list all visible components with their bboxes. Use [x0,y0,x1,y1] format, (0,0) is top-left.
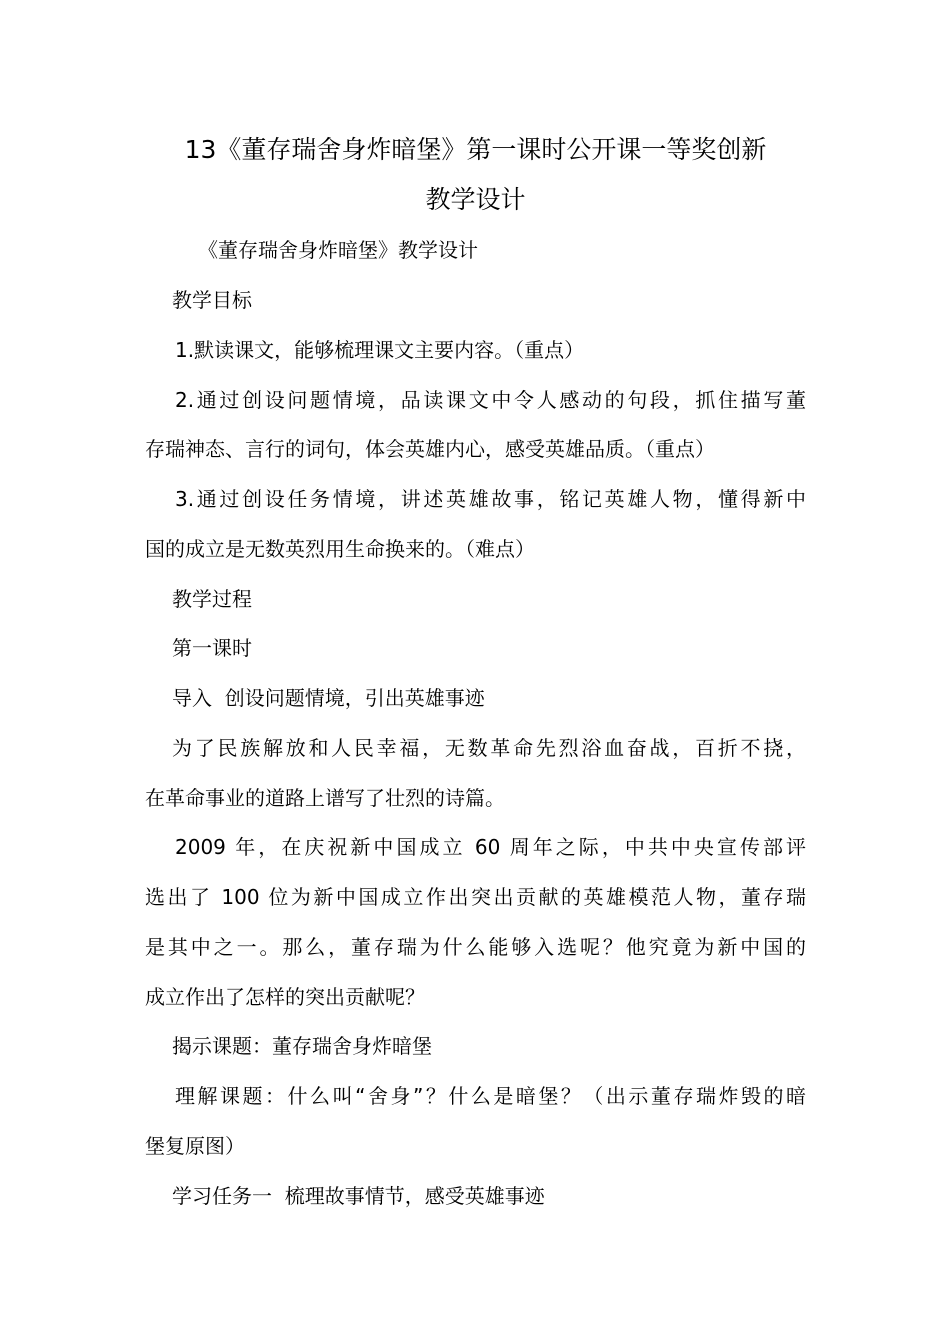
paragraph-2-line-2: 选出了 100 位为新中国成立作出突出贡献的英雄模范人物，董存瑞 [145,885,806,909]
objective-item-2-line-2: 存瑞神态、言行的词句，体会英雄内心，感受英雄品质。（重点） [145,437,715,461]
document-title-line-2: 教学设计 [425,185,526,214]
paragraph-2-line-1: 2009 年，在庆祝新中国成立 60 周年之际，中共中央宣传部评 [175,835,806,859]
process-heading: 教学过程 [172,587,252,611]
task-1-heading: 学习任务一 梳理故事情节，感受英雄事迹 [172,1184,545,1208]
paragraph-1-line-2: 在革命事业的道路上谱写了壮烈的诗篇。 [145,786,505,810]
document-title-line-1: 13《董存瑞舍身炸暗堡》第一课时公开课一等奖创新 [184,135,767,164]
objective-item-2-line-1: 2.通过创设问题情境，品读课文中令人感动的句段，抓住描写董 [175,388,806,412]
objective-item-3-line-1: 3.通过创设任务情境，讲述英雄故事，铭记英雄人物，懂得新中 [175,487,806,511]
paragraph-2-line-4: 成立作出了怎样的突出贡献呢？ [145,985,425,1009]
intro-heading: 导入 创设问题情境，引出英雄事迹 [172,686,485,710]
objective-item-3-line-2: 国的成立是无数英烈用生命换来的。（难点） [145,537,535,561]
objective-item-1: 1.默读课文，能够梳理课文主要内容。（重点） [175,338,585,362]
understand-topic-line-1: 理解课题：什么叫“舍身”？什么是暗堡？（出示董存瑞炸毁的暗 [175,1084,806,1108]
paragraph-2-line-3: 是其中之一。那么，董存瑞为什么能够入选呢？他究竟为新中国的 [145,935,806,959]
objectives-heading: 教学目标 [172,288,252,312]
subtitle: 《董存瑞舍身炸暗堡》教学设计 [198,238,478,262]
lesson-label: 第一课时 [172,636,252,660]
paragraph-1-line-1: 为了民族解放和人民幸福，无数革命先烈浴血奋战，百折不挠， [172,736,806,760]
understand-topic-line-2: 堡复原图） [145,1134,245,1158]
reveal-topic: 揭示课题：董存瑞舍身炸暗堡 [172,1034,432,1058]
